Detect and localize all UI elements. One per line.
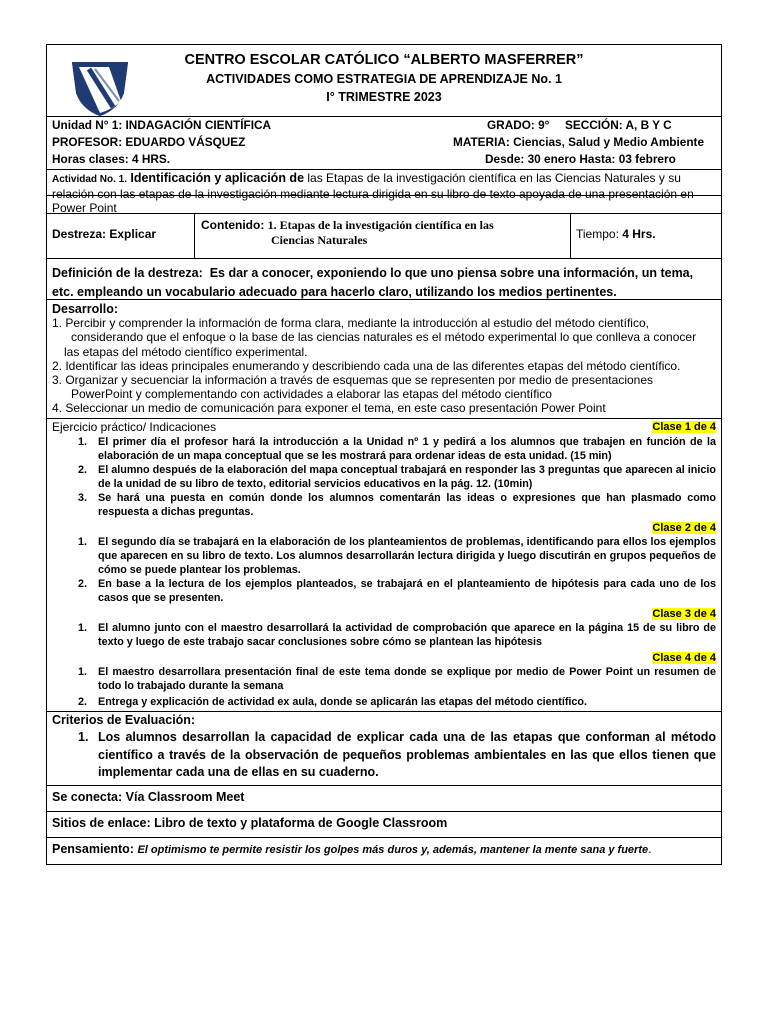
clase-3-badge: Clase 3 de 4 [652,607,716,620]
list-item: 2. Entrega y explicación de actividad ex aula, donde se aplicarán las etapas del método científico. [78,695,588,708]
actividad-row [47,169,721,214]
tiempo-cell: Tiempo: 4 Hrs. [576,227,656,241]
term-title: I° TRIMESTRE 2023 [326,90,442,104]
clase-4-badge: Clase 4 de 4 [652,651,716,664]
criterios-row: Criterios de Evaluación: 1. Los alumnos desarrollan la capacidad de explicar cada una de las etapas que conforman al método científico a través de la observación de pequeños problemas ambientales en las que ellos tienen que implementar cada una de ellas en su cuaderno. [47,712,721,786]
list-item: 1. El segundo día se trabajará en la elaboración de los planteamientos de problemas, identificando para ellos los ejemplos que aparecen en su libro de texto. Los alumnos desarrollarán lectura dirigida y luego discutirán en grupos pequeños de cómo se puede plantear los problemas. [78,535,716,576]
contenido-cell: Contenido: 1. Etapas de la investigación científica en las Ciencias Naturales [195,214,571,258]
clase-1-list [52,435,716,519]
clase-2-badge: Clase 2 de 4 [652,521,716,534]
materia-label: MATERIA: Ciencias, Salud y Medio Ambiente [453,135,705,149]
clase-3-list [52,621,716,649]
pensamiento-quote: El optimismo te permite resistir los golpes más duros y, además, mantener la mente sana y fuerte [137,843,649,856]
document-header [47,45,721,117]
grado-label: GRADO: 9° [487,118,550,132]
desarrollo-row: Desarrollo: 1. Percibir y comprender la información de forma clara, mediante la introducción al estudio del método científico, considerando que el enfoque o la base de las ciencias naturales es el método experimental lo que conlleva a conocer las etapas del método científico experimental. 2. Identificar las ideas principales enumerando y describiendo cada una de las diferentes etapas del método científico. 3. Organizar y secuenciar la información a través de esquemas que se representen por medio de presentaciones PowerPoint y complementando con actividades a elaborar las etapas del método científico 4. Seleccionar un medio de comunicación para exponer el tema, en este caso presentación Power Point [47,300,721,419]
pensamiento-row: Pensamiento: El optimismo te permite resistir los golpes más duros y, además, mantener la mente sana y fuerte. [52,841,652,856]
list-item: 3. Se hará una puesta en común donde los alumnos comentarán las ideas o expresiones que han plasmado como respuesta a dichas preguntas. [78,491,716,518]
unidad-label: Unidad N° 1: INDAGACIÓN CIENTÍFICA [52,118,272,132]
seccion-label: SECCIÓN: A, B Y C [565,118,672,132]
clase-2-list [52,535,716,605]
destreza-cell: Destreza: Explicar [47,214,195,258]
ejercicio-row: Ejercicio práctico/ Indicaciones Clase 1 de 4 1. El primer día el profesor hará la introducción a la Unidad nº 1 y pedirá a los alumnos que trabajen en función de la elaboración de un mapa conceptual que se les mostrará para ordenar ideas de esta unidad. (15 min) 2. El alumno después de la elaboración del mapa conceptual trabajará en responder las 3 preguntas que aparecen al inicio de la unidad de su libro de texto, editorial servicios educativos en la pág. 12. (10min) 3. Se hará una puesta en común donde los alumnos comentarán las ideas o expresiones que han plasmado como respuesta a dichas preguntas. Clase 2 de 4 1. El segundo día se trabajará en la elaboración de los planteamientos de problemas, identificando para ellos los ejemplos que aparecen en su libro de texto. Los alumnos desarrollarán lectura dirigida y luego discutirán en grupos pequeños de cómo se puede plantear los problemas. 2. En base a la lectura de los ejemplos planteados, se trabajará en el planteamiento de hipótesis para cada uno de los casos que se presenten. Clase 3 de 4 1. El alumno junto con el maestro desarrollará la actividad de comprobación que aparece en la página 15 de su libro de texto y luego de este trabajo sacar conclusiones sobre cómo se plantean las hipótesis Clase 4 de 4 1. El maestro desarrollara presentación final de este tema donde se explique por medio de Power Point un resumen de todo lo trabajado durante la semana 2. Entrega y explicación de actividad ex aula, donde se aplicarán las etapas del método científico. [47,419,721,712]
list-item: 2. El alumno después de la elaboración del mapa conceptual trabajará en responder las 3 preguntas que aparecen al inicio de la unidad de su libro de texto, editorial servicios educativos en la pág. 12. (10min) [78,463,716,490]
conecta-row: Se conecta: Vía Classroom Meet [47,786,721,812]
clase-4-list [52,665,716,709]
school-shield-logo-icon [69,55,131,117]
horas-label: Horas clases: 4 HRS. [52,152,171,166]
list-item: 1. El alumno junto con el maestro desarrollará la actividad de comprobación que aparece en la página 15 de su libro de texto y luego de este trabajo sacar conclusiones sobre cómo se plantean las hipótesis [78,621,716,648]
definicion-row: Definición de la destreza: Es dar a conocer, exponiendo lo que uno piensa sobre una información, un tema, etc. empleando un vocabulario adecuado para hacerlo claro, utilizando los medios pertinentes. [47,259,721,300]
profesor-label: PROFESOR: EDUARDO VÁSQUEZ [52,135,246,149]
destreza-row [47,214,721,259]
activity-document [46,44,722,865]
sitios-row: Sitios de enlace: Libro de texto y plataforma de Google Classroom [47,812,721,838]
school-name: CENTRO ESCOLAR CATÓLICO “ALBERTO MASFERRER” [184,52,584,68]
list-item: 1. El maestro desarrollara presentación final de este tema donde se explique por medio de Power Point un resumen de todo lo trabajado durante la semana [78,665,716,692]
clase-1-badge: Clase 1 de 4 [652,420,716,433]
list-item: 1. El primer día el profesor hará la introducción a la Unidad nº 1 y pedirá a los alumnos que trabajen en función de la elaboración de un mapa conceptual que se les mostrará para ordenar ideas de esta unidad. (15 min) [78,435,716,462]
list-item: 2. En base a la lectura de los ejemplos planteados, se trabajará en el planteamiento de hipótesis para cada uno de los casos que se presenten. [78,577,716,604]
activities-subtitle: ACTIVIDADES COMO ESTRATEGIA DE APRENDIZAJE No. 1 [206,72,562,86]
fechas-label: Desde: 30 enero Hasta: 03 febrero [485,152,676,166]
actividad-description: Actividad No. 1. Identificación y aplicación de las Etapas de la investigación científica en las Ciencias Naturales y su relación con las etapas de la investigación mediante lectura dirigida en su libro de texto apoyada de una presentación en Power Point [52,171,694,215]
